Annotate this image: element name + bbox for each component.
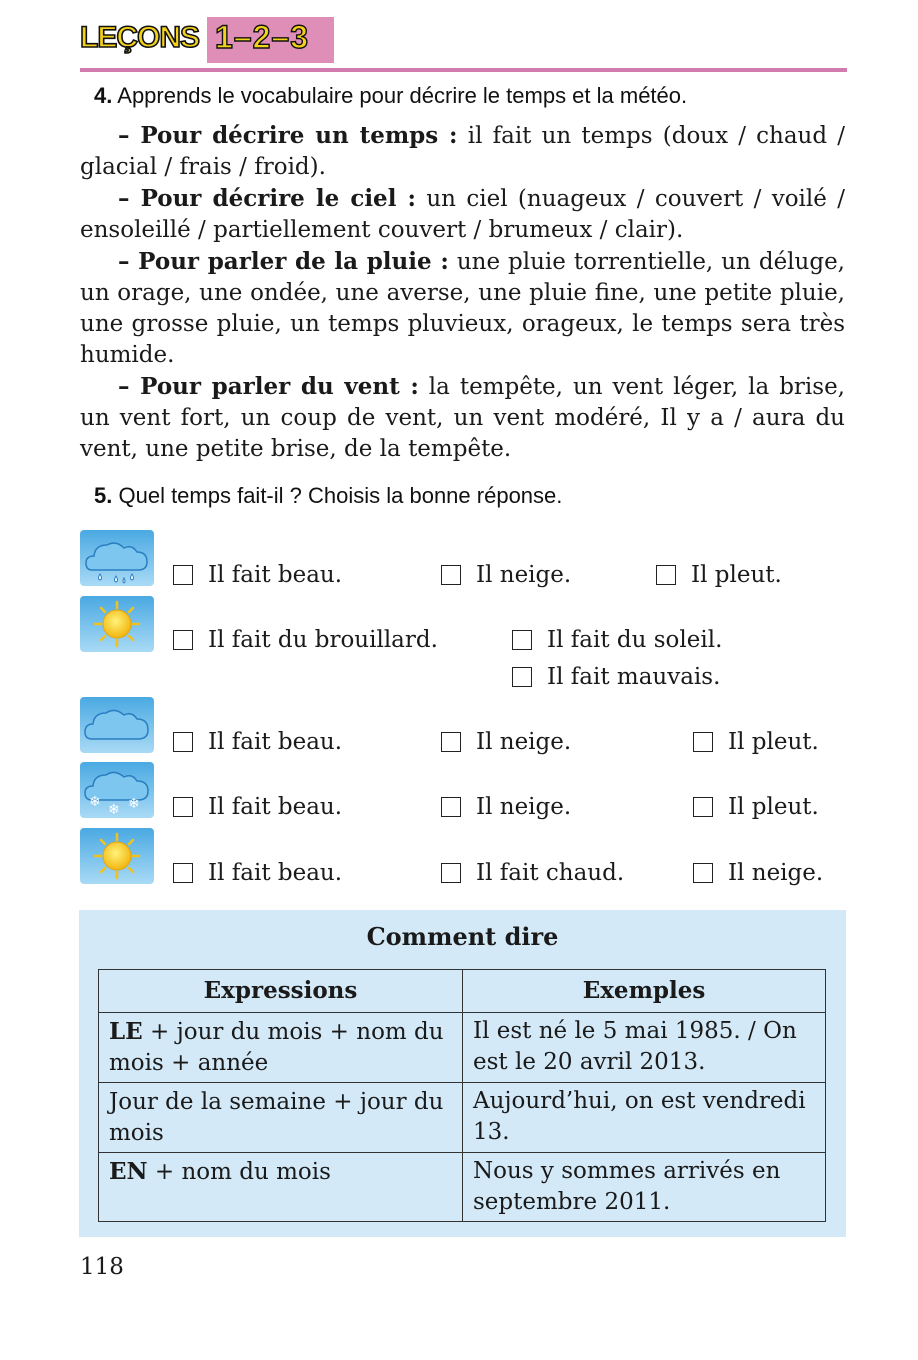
checkbox[interactable]	[441, 863, 461, 883]
svg-text:❄: ❄	[89, 794, 101, 810]
exercise-5-number: 5.	[94, 483, 113, 508]
answer-option[interactable]	[693, 729, 819, 755]
answer-option[interactable]	[693, 794, 819, 820]
vocab-paragraph	[80, 120, 845, 183]
vocab-paragraph	[80, 183, 845, 246]
answer-option[interactable]	[173, 627, 438, 653]
lesson-number-box	[207, 17, 334, 63]
option-label: Il pleut.	[728, 729, 819, 755]
column-header: Exemples	[463, 970, 826, 1013]
answer-option[interactable]	[441, 729, 571, 755]
option-label: Il fait mauvais.	[547, 664, 721, 690]
svg-text:❄: ❄	[128, 796, 140, 812]
expression-cell	[99, 1083, 463, 1153]
checkbox[interactable]	[693, 863, 713, 883]
page-number: 118	[80, 1254, 124, 1280]
answer-option[interactable]	[173, 729, 342, 755]
rain-cloud-icon	[80, 530, 154, 586]
expression-cell	[99, 1153, 463, 1222]
table-header-row	[99, 970, 826, 1013]
svg-text:❄: ❄	[108, 802, 120, 818]
example-cell: Nous y sommes arrivés en septembre 2011.	[463, 1153, 826, 1222]
checkbox[interactable]	[512, 630, 532, 650]
option-label: Il neige.	[728, 860, 824, 886]
answer-option[interactable]	[173, 860, 342, 886]
expression-keyword: LE	[109, 1018, 143, 1045]
exercise-4-title	[94, 83, 687, 109]
exercise-4-instruction: Apprends le vocabulaire pour décrire le temps et la météo.	[117, 83, 688, 108]
vocab-text: la tempête, un vent léger, la brise, un vent fort, un coup de vent, un vent modéré, Il y a / aura du vent, une petite brise, de la tempête.	[80, 374, 845, 462]
option-label: Il fait du brouillard.	[208, 627, 438, 653]
answer-option[interactable]	[173, 562, 342, 588]
expressions-table	[98, 969, 826, 1222]
vocab-text: une pluie torrentielle, un déluge, un orage, une ondée, une averse, une pluie fine, une petite pluie, une grosse pluie, un temps pluvieux, orageux, le temps sera très humide.	[80, 249, 845, 368]
checkbox[interactable]	[441, 565, 461, 585]
checkbox[interactable]	[512, 667, 532, 687]
vocab-paragraph	[80, 371, 845, 465]
answer-option[interactable]	[512, 664, 720, 690]
checkbox[interactable]	[693, 797, 713, 817]
table-row	[99, 1083, 826, 1153]
exercise-4-number: 4.	[94, 83, 113, 108]
option-label: Il fait beau.	[208, 794, 343, 820]
answer-option[interactable]	[173, 794, 342, 820]
option-label: Il fait beau.	[208, 729, 343, 755]
expression-keyword: EN	[109, 1158, 148, 1185]
example-cell: Aujourd’hui, on est vendredi 13.	[463, 1083, 826, 1153]
option-label: Il fait du soleil.	[547, 627, 723, 653]
option-label: Il fait chaud.	[476, 860, 625, 886]
vocab-text: il fait un temps (doux / chaud / glacial / frais / froid).	[80, 123, 846, 180]
comment-dire-title: Comment dire	[366, 922, 559, 951]
table-row	[99, 1153, 826, 1222]
option-label: Il pleut.	[691, 562, 782, 588]
option-label: Il neige.	[476, 562, 572, 588]
checkbox[interactable]	[656, 565, 676, 585]
checkbox[interactable]	[173, 797, 193, 817]
option-label: Il fait beau.	[208, 860, 343, 886]
exercise-5-instruction: Quel temps fait-il ? Choisis la bonne réponse.	[118, 483, 563, 508]
option-label: Il neige.	[476, 729, 572, 755]
vocab-lead: – Pour décrire un temps :	[118, 122, 458, 149]
checkbox[interactable]	[173, 630, 193, 650]
sun-icon	[80, 596, 154, 652]
answer-option[interactable]	[693, 860, 823, 886]
answer-option[interactable]	[512, 627, 722, 653]
header-rule	[80, 68, 847, 72]
lesson-label: LEÇONS	[80, 21, 200, 54]
answer-option[interactable]	[441, 860, 624, 886]
checkbox[interactable]	[441, 732, 461, 752]
table-row	[99, 1013, 826, 1083]
checkbox[interactable]	[173, 863, 193, 883]
expression-text: + jour du mois + nom du mois + année	[109, 1019, 444, 1076]
answer-option[interactable]	[441, 794, 571, 820]
comment-dire-box	[79, 910, 846, 1237]
cloud-icon	[80, 697, 154, 753]
vocab-text: un ciel (nuageux / couvert / voilé / ensoleillé / partiellement couvert / brumeux / clair).	[80, 186, 845, 243]
answer-option[interactable]	[656, 562, 782, 588]
checkbox[interactable]	[693, 732, 713, 752]
expression-cell	[99, 1013, 463, 1083]
vocab-lead: – Pour parler de la pluie :	[118, 248, 449, 275]
answer-option[interactable]	[441, 562, 571, 588]
option-label: Il fait beau.	[208, 562, 343, 588]
example-cell: Il est né le 5 mai 1985. / On est le 20 avril 2013.	[463, 1013, 826, 1083]
checkbox[interactable]	[173, 565, 193, 585]
vocab-lead: – Pour parler du vent :	[118, 373, 419, 400]
snow-cloud-icon	[80, 762, 154, 818]
checkbox[interactable]	[173, 732, 193, 752]
exercise-4-body	[80, 120, 845, 465]
expression-text: + nom du mois	[147, 1159, 331, 1185]
checkbox[interactable]	[441, 797, 461, 817]
sun-icon	[80, 828, 154, 884]
vocab-lead: – Pour décrire le ciel :	[118, 185, 416, 212]
option-label: Il pleut.	[728, 794, 819, 820]
vocab-paragraph	[80, 246, 845, 371]
lesson-numbers: 1–2–3	[215, 19, 309, 55]
expression-text: Jour de la semaine + jour du mois	[109, 1089, 444, 1146]
option-label: Il neige.	[476, 794, 572, 820]
exercise-5-title	[94, 483, 562, 509]
column-header: Expressions	[99, 970, 463, 1013]
